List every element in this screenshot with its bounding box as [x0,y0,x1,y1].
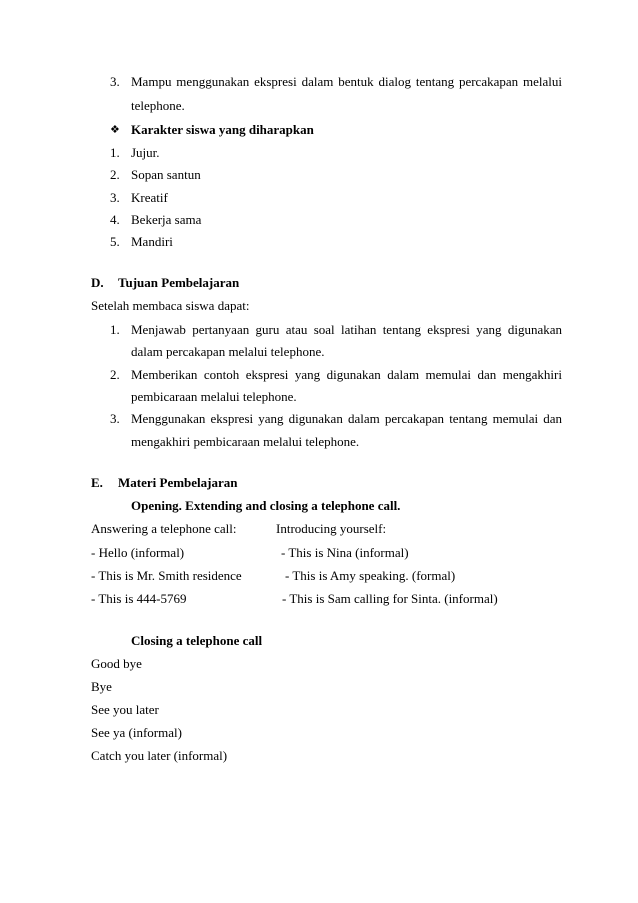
item-number: 3. [110,190,120,205]
diamond-bullet-icon: ❖ [110,124,120,136]
item-text-line1: Menggunakan ekspresi yang digunakan dalam percakapan tentang memulai dan [131,411,562,426]
table-cell: - Hello (informal) [91,545,185,560]
list-item: See ya (informal) [91,725,182,740]
item-text: Bekerja sama [131,212,202,227]
table-cell: - This is Amy speaking. (formal) [285,568,456,583]
section-intro: Setelah membaca siswa dapat: [91,298,250,313]
item-text-line1: Menjawab pertanyaan guru atau soal latihan tentang ekspresi yang digunakan [131,322,562,337]
karakter-heading-text: Karakter siswa yang diharapkan [131,122,314,137]
item-number: 1. [110,145,120,160]
item-number: 1. [110,322,120,337]
section-subtitle: Opening. Extending and closing a telephone call. [131,498,401,513]
section-title: Materi Pembelajaran [118,475,238,490]
item-number: 3. [110,411,120,426]
section-letter: E. [91,475,103,490]
item-text-line2: pembicaraan melalui telephone. [131,389,297,404]
item-text-line1: Mampu menggunakan ekspresi dalam bentuk dialog tentang percakapan melalui [131,74,562,89]
item-number: 2. [110,167,120,182]
list-item: See you later [91,702,159,717]
closing-title: Closing a telephone call [131,633,263,648]
item-text-line2: dalam percakapan melalui telephone. [131,344,325,359]
table-cell: - This is Sam calling for Sinta. (informal) [282,591,498,606]
column-header-introducing: Introducing yourself: [276,521,387,536]
section-letter: D. [91,275,104,290]
item-text-line2: mengakhiri pembicaraan melalui telephone. [131,434,360,449]
list-item: Bye [91,679,112,694]
list-item: Catch you later (informal) [91,748,228,763]
list-item: Good bye [91,656,142,671]
table-cell: - This is Mr. Smith residence [91,568,242,583]
item-text-line1: Memberikan contoh ekspresi yang digunakan dalam memulai dan mengakhiri [131,367,562,382]
column-header-answering: Answering a telephone call: [91,521,237,536]
table-cell: - This is 444-5769 [91,591,187,606]
item-text: Kreatif [131,190,168,205]
item-text: Mandiri [131,234,173,249]
section-title: Tujuan Pembelajaran [118,275,240,290]
item-text: Sopan santun [131,167,201,182]
item-number: 4. [110,212,120,227]
item-number: 3. [110,74,120,89]
item-text: Jujur. [131,145,160,160]
item-number: 2. [110,367,120,382]
item-number: 5. [110,234,120,249]
table-cell: - This is Nina (informal) [281,545,409,560]
item-text-line2: telephone. [131,98,185,113]
